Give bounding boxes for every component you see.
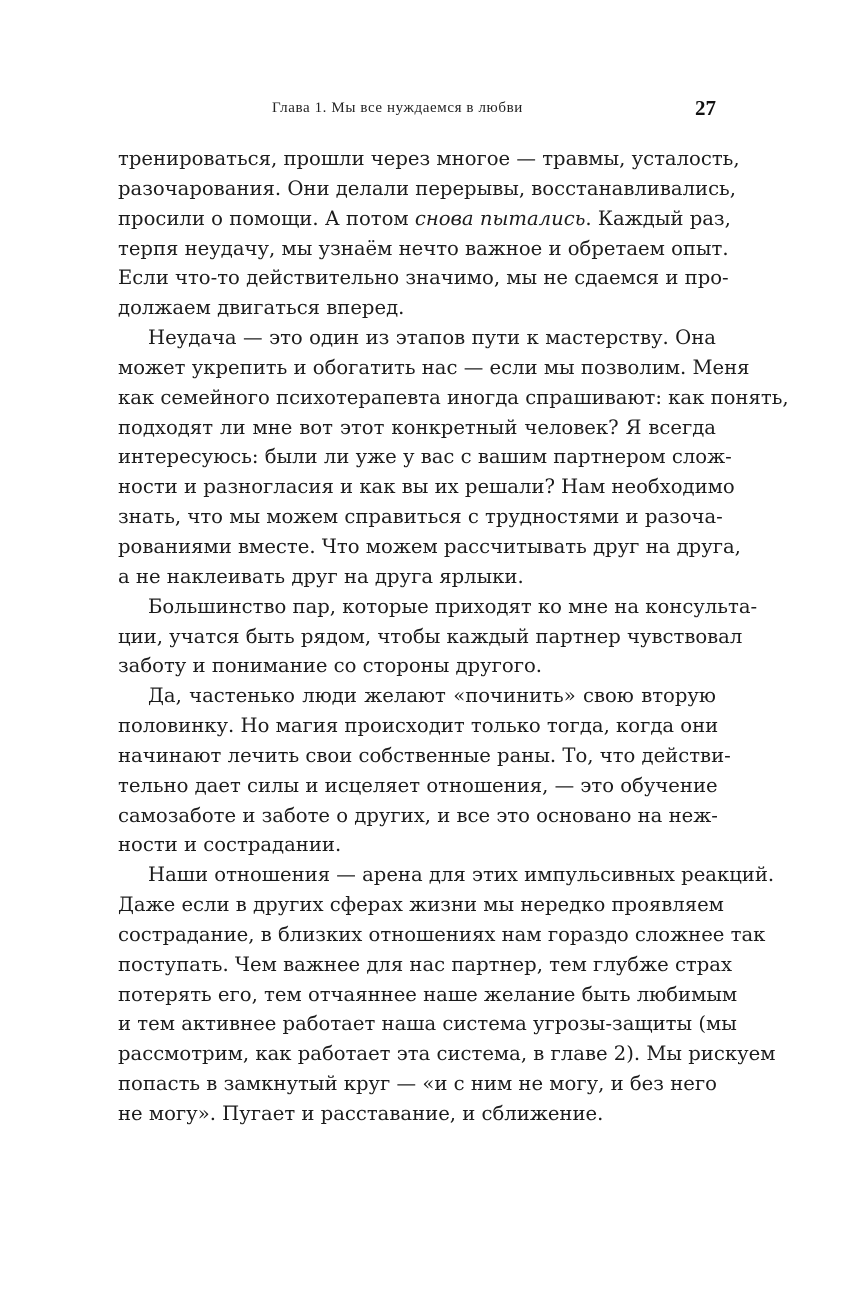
text-segment: Даже если в других сферах жизни мы нередко проявляем — [118, 893, 724, 917]
text-segment: начинают лечить свои собственные раны. То, что действи- — [118, 743, 731, 767]
text-line — [118, 890, 724, 920]
page-header — [118, 96, 716, 124]
text-line — [118, 204, 731, 234]
page-number: 27 — [695, 96, 716, 120]
text-line — [118, 741, 731, 771]
text-line — [118, 293, 716, 323]
text-line — [118, 980, 738, 1010]
text-segment: сострадание, в близких отношениях нам гораздо сложнее так — [118, 922, 766, 946]
text-segment: самозаботе и заботе о других, и все это основано на неж- — [118, 803, 718, 827]
text-line — [118, 830, 716, 860]
italic-text: снова пытались — [414, 206, 586, 230]
text-line — [118, 681, 716, 711]
text-segment: рассмотрим, как работает эта система, в главе 2). Мы рискуем — [118, 1042, 776, 1066]
text-segment: терпя неудачу, мы узнаём нечто важное и обретаем опыт. — [118, 236, 729, 260]
text-line — [118, 562, 716, 592]
text-segment: ности и разногласия и как вы их решали? Нам необходимо — [118, 475, 735, 499]
text-line — [118, 263, 729, 293]
body-text — [118, 144, 789, 1129]
text-line — [118, 592, 758, 622]
text-segment: разочарования. Они делали перерывы, восстанавливались, — [118, 176, 736, 200]
text-segment: Наши отношения — арена для этих импульсивных реакций. — [148, 863, 775, 887]
paragraph — [118, 681, 731, 860]
text-segment: должаем двигаться вперед. — [118, 296, 405, 320]
text-line — [118, 502, 723, 532]
text-segment: подходят ли мне вот этот конкретный человек? Я всегда — [118, 415, 716, 439]
text-line — [118, 801, 716, 831]
text-segment: Неудача — это один из этапов пути к мастерству. Она — [148, 326, 716, 350]
text-line — [118, 1099, 716, 1129]
text-line — [118, 711, 719, 741]
text-line — [118, 472, 735, 502]
text-line — [118, 920, 766, 950]
text-segment: как семейного психотерапевта иногда спрашивают: как понять, — [118, 385, 789, 409]
text-segment: поступать. Чем важнее для нас партнер, тем глубже страх — [118, 952, 733, 976]
text-segment: не могу». Пугает и расставание, и сближение. — [118, 1102, 604, 1125]
text-line — [118, 950, 733, 980]
text-line — [118, 174, 736, 204]
text-line — [118, 144, 740, 174]
text-line — [118, 1039, 776, 1069]
paragraph — [118, 592, 758, 682]
paragraph — [118, 860, 776, 1129]
text-segment: интересуюсь: были ли уже у вас с вашим партнером слож- — [118, 445, 732, 469]
text-line — [118, 234, 729, 264]
text-segment: заботу и понимание со стороны другого. — [118, 654, 543, 678]
text-line — [118, 323, 716, 353]
text-segment: . Каждый раз, — [585, 206, 731, 230]
text-segment: Большинство пар, которые приходят ко мне на консульта- — [148, 594, 758, 618]
text-line — [118, 442, 732, 472]
text-line — [118, 413, 716, 443]
text-line — [118, 1069, 716, 1099]
text-line — [118, 771, 716, 801]
text-segment: тренироваться, прошли через многое — травмы, усталость, — [118, 147, 740, 170]
text-segment: Да, частенько люди желают «починить» свою вторую — [148, 684, 716, 708]
paragraph — [118, 323, 789, 592]
text-segment: тельно дает силы и исцеляет отношения, — это обучение — [118, 773, 718, 797]
text-segment: может укрепить и обогатить нас — если мы позволим. Меня — [118, 355, 750, 379]
text-segment: просили о помощи. А потом — [118, 206, 415, 230]
text-segment: половинку. Но магия происходит только тогда, когда они — [118, 714, 719, 738]
text-segment: ности и сострадании. — [118, 833, 342, 857]
text-segment: и тем активнее работает наша система угрозы-защиты (мы — [118, 1012, 737, 1036]
running-head: Глава 1. Мы все нуждаемся в любви — [272, 100, 523, 116]
text-line — [118, 622, 743, 652]
text-segment: потерять его, тем отчаяннее наше желание быть любимым — [118, 982, 738, 1006]
text-line — [118, 383, 789, 413]
text-segment: рованиями вместе. Что можем рассчитывать друг на друга, — [118, 534, 741, 558]
paragraph — [118, 144, 740, 323]
text-segment: Если что-то действительно значимо, мы не сдаемся и про- — [118, 266, 729, 290]
text-segment: ции, учатся быть рядом, чтобы каждый партнер чувствовал — [118, 624, 743, 648]
text-segment: попасть в замкнутый круг — «и с ним не могу, и без него — [118, 1072, 717, 1096]
text-line — [118, 860, 775, 890]
text-line — [118, 353, 750, 383]
text-line — [118, 532, 741, 562]
text-line — [118, 651, 716, 681]
text-line — [118, 1009, 737, 1039]
text-segment: знать, что мы можем справиться с трудностями и разоча- — [118, 505, 723, 529]
text-segment: а не наклеивать друг на друга ярлыки. — [118, 564, 524, 588]
